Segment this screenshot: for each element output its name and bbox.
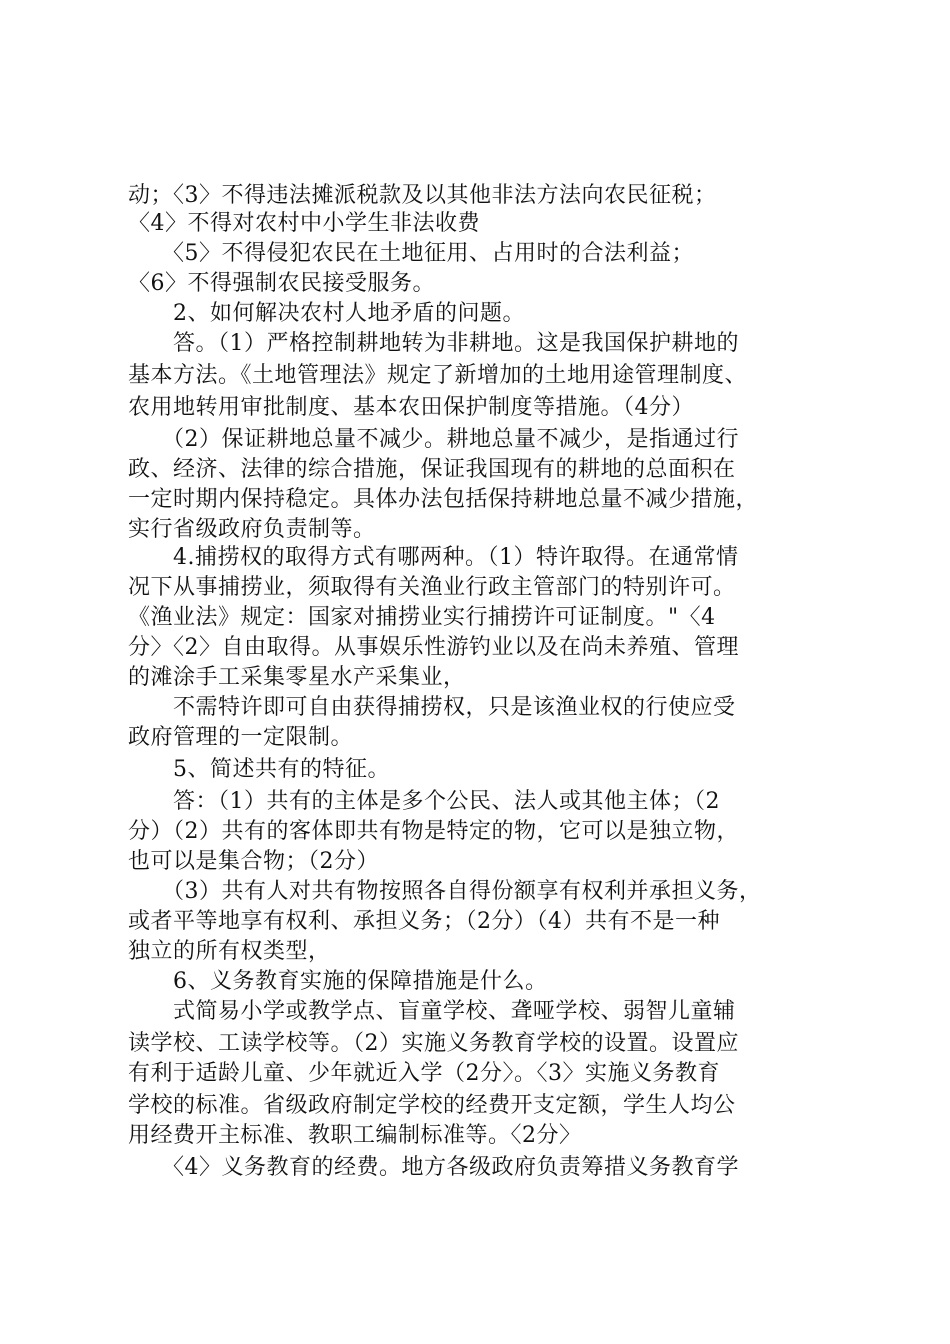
text-line: 政、经济、法律的综合措施，保证我国现有的耕地的总面积在 xyxy=(128,457,736,482)
text-line: 的滩涂手工采集零星水产采集业， xyxy=(128,665,466,690)
text-line: （3）共有人对共有物按照各自得份额享有权利并承担义务， xyxy=(128,879,762,904)
text-line: 分〉〈2〉自由取得。从事娱乐性游钓业以及在尚未养殖、管理 xyxy=(128,635,739,660)
text-line: 答：（1）共有的主体是多个公民、法人或其他主体；（2 xyxy=(128,789,720,814)
text-line: 5、简述共有的特征。 xyxy=(128,757,390,782)
text-line: 〈4〉义务教育的经费。地方各级政府负责筹措义务教育学 xyxy=(128,1155,739,1180)
text-line: 《渔业法》规定：国家对捕捞业实行捕捞许可证制度。"〈4 xyxy=(128,605,716,630)
text-line: 用经费开主标准、教职工编制标准等。〈2分〉 xyxy=(128,1123,582,1148)
text-line: 农用地转用审批制度、基本农田保护制度等措施。（4分） xyxy=(128,395,694,420)
text-line: 不需特许即可自由获得捕捞权，只是该渔业权的行使应受 xyxy=(128,695,736,720)
text-line: 分）（2）共有的客体即共有物是特定的物，它可以是独立物， xyxy=(128,819,739,844)
text-line: 况下从事捕捞业，须取得有关渔业行政主管部门的特别许可。 xyxy=(128,575,736,600)
text-line: 有利于适龄儿童、少年就近入学（2分〉。〈3〉实施义务教育 xyxy=(128,1061,720,1086)
text-line: 读学校、工读学校等。（2）实施义务教育学校的设置。设置应 xyxy=(128,1031,739,1056)
text-line: 政府管理的一定限制。 xyxy=(128,725,354,750)
text-line: 式简易小学或教学点、盲童学校、聋哑学校、弱智儿童辅 xyxy=(128,999,736,1024)
text-line: 2、如何解决农村人地矛盾的问题。 xyxy=(128,301,525,326)
text-line: 学校的标准。省级政府制定学校的经费开支定额，学生人均公 xyxy=(128,1093,736,1118)
text-line: 4.捕捞权的取得方式有哪两种。（1）特许取得。在通常情 xyxy=(128,545,739,570)
text-line: 或者平等地享有权利、承担义务；（2分）（4）共有不是一种 xyxy=(128,909,720,934)
text-line: 也可以是集合物；（2分） xyxy=(128,849,379,874)
text-line: （2）保证耕地总量不减少。耕地总量不减少，是指通过行 xyxy=(128,427,739,452)
text-line: 6、义务教育实施的保障措施是什么。 xyxy=(128,969,548,994)
text-line: 独立的所有权类型， xyxy=(128,939,331,964)
text-line: 一定时期内保持稳定。具体办法包括保持耕地总量不减少措施， xyxy=(128,487,759,512)
text-line: 〈4〉不得对农村中小学生非法收费 xyxy=(128,211,480,236)
text-line: 〈6〉不得强制农民接受服务。 xyxy=(128,271,435,296)
text-line: 答。（1）严格控制耕地转为非耕地。这是我国保护耕地的 xyxy=(128,331,739,356)
text-line: 基本方法。《土地管理法》规定了新增加的土地用途管理制度、 xyxy=(128,363,748,388)
text-line: 实行省级政府负责制等。 xyxy=(128,517,376,542)
text-line: 〈5〉不得侵犯农民在土地征用、占用时的合法利益； xyxy=(128,241,694,266)
text-line: 动；〈3〉不得违法摊派税款及以其他非法方法向农民征税； xyxy=(128,183,717,208)
